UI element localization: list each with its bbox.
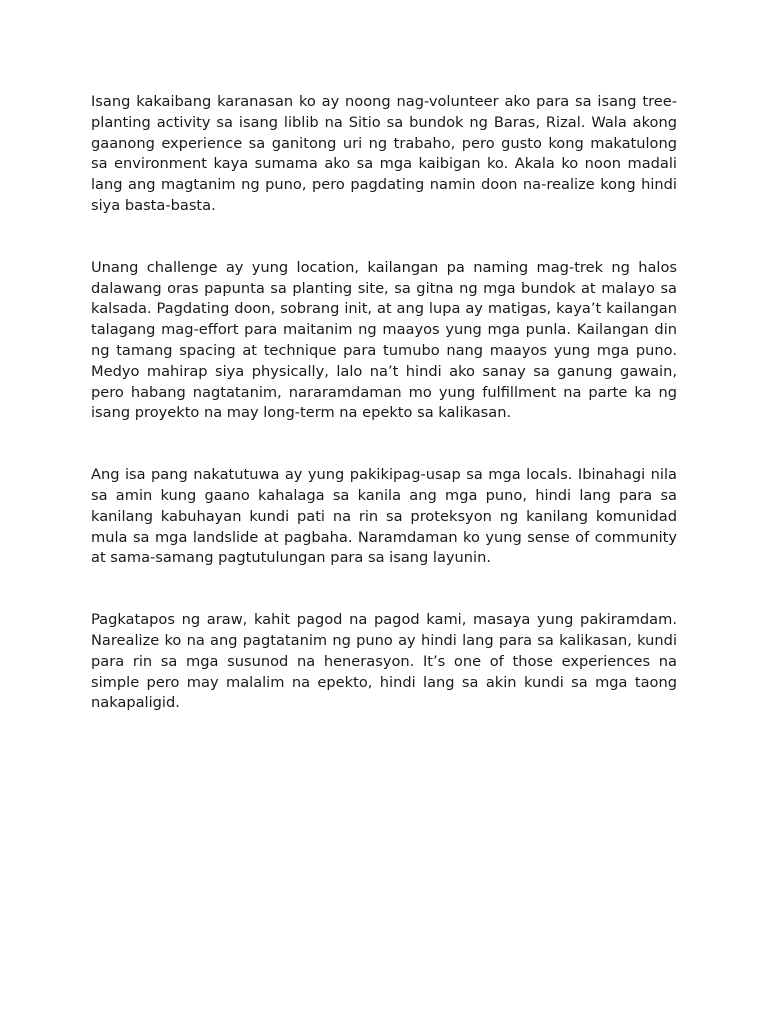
document-body <box>91 92 677 714</box>
paragraph-4: Pagkatapos ng araw, kahit pagod na pagod kami, masaya yung pakiramdam. Narealize ko na ang pagtatanim ng puno ay hindi lang para sa kalikasan, kundi para rin sa mga susunod na henerasyon. It’s one of those experiences na simple pero may malalim na epekto, hindi lang sa akin kundi sa mga taong nakapaligid. <box>91 611 677 712</box>
paragraph-3: Ang isa pang nakatutuwa ay yung pakikipag-usap sa mga locals. Ibinahagi nila sa amin kung gaano kahalaga sa kanila ang mga puno, hindi lang para sa kanilang kabuhayan kundi pati na rin sa proteksyon ng kanilang komunidad mula sa mga landslide at pagbaha. Naramdaman ko yung sense of community at sama-samang pagtutulungan para sa isang layunin. <box>91 466 677 567</box>
paragraph-2: Unang challenge ay yung location, kailangan pa naming mag-trek ng halos dalawang oras papunta sa planting site, sa gitna ng mga bundok at malayo sa kalsada. Pagdating doon, sobrang init, at ang lupa ay matigas, kaya’t kailangan talagang mag-effort para maitanim ng maayos yung mga punla. Kailangan din ng tamang spacing at technique para tumubo nang maayos yung mga puno. Medyo mahirap siya physically, lalo na’t hindi ako sanay sa ganung gawain, pero habang nagtatanim, nararamdaman mo yung fulfillment na parte ka ng isang proyekto na may long-term na epekto sa kalikasan. <box>91 258 677 422</box>
paragraph-1: Isang kakaibang karanasan ko ay noong nag-volunteer ako para sa isang tree-planting activity sa isang liblib na Sitio sa bundok ng Baras, Rizal. Wala akong gaanong experience sa ganitong uri ng trabaho, pero gusto kong makatulong sa environment kaya sumama ako sa mga kaibigan ko. Akala ko noon madali lang ang magtanim ng puno, pero pagdating namin doon na-realize kong hindi siya basta-basta. <box>91 93 677 214</box>
